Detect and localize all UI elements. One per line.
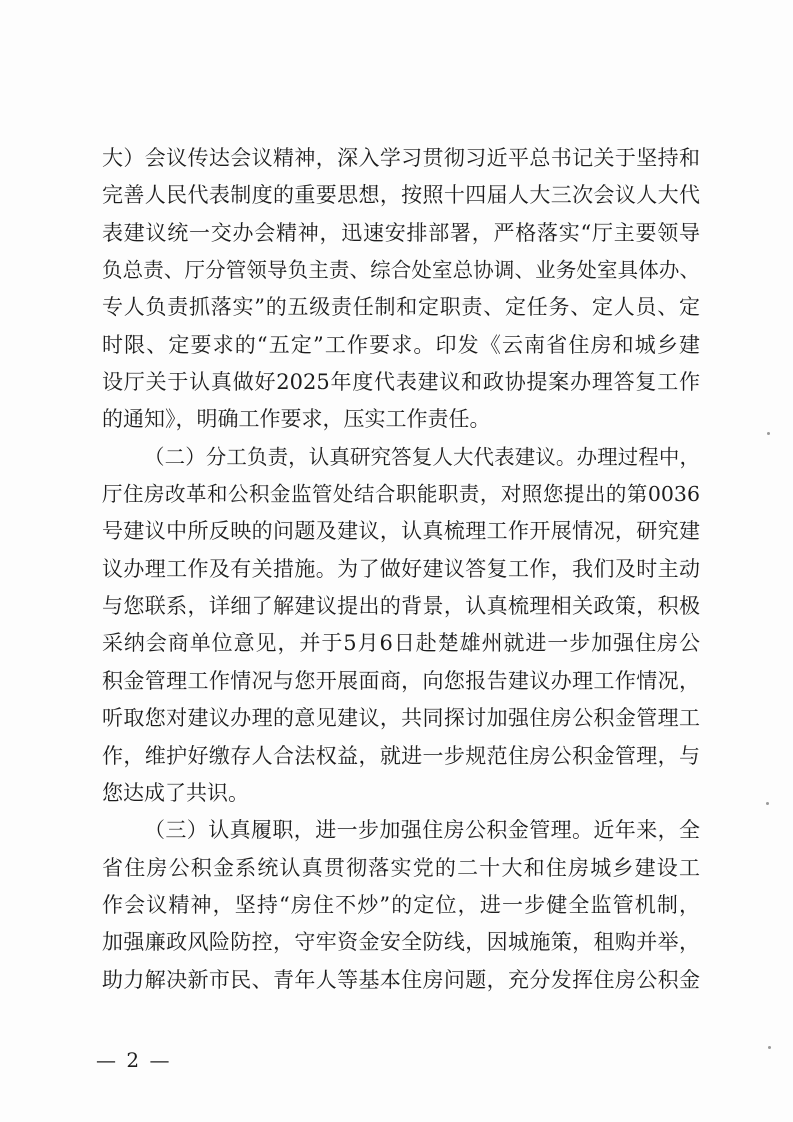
text-line: 作，维护好缴存人合法权益，就进一步规范住房公积金管理，与 xyxy=(102,743,700,768)
paragraph-section-2 xyxy=(102,439,700,812)
text-line: 与您联系，详细了解建议提出的背景，认真梳理相关政策，积极 xyxy=(102,594,700,619)
text-line: 的通知》，明确工作要求，压实工作责任。 xyxy=(102,407,491,432)
scan-speck xyxy=(766,802,769,805)
text-line: 负总责、厅分管领导负主责、综合处室总协调、业务处室具体办、 xyxy=(102,258,700,283)
scan-speck xyxy=(768,1046,771,1049)
text-line: 省住房公积金系统认真贯彻落实党的二十大和住房城乡建设工 xyxy=(102,855,700,880)
text-line: 设厅关于认真做好2025年度代表建议和政协提案办理答复工作 xyxy=(102,370,700,395)
text-line: 号建议中所反映的问题及建议，认真梳理工作开展情况，研究建 xyxy=(102,519,700,544)
text-line: （二）分工负责，认真研究答复人大代表建议。办理过程中， xyxy=(144,444,700,469)
paragraph-section-3 xyxy=(102,812,700,999)
text-line: 助力解决新市民、青年人等基本住房问题，充分发挥住房公积金 xyxy=(102,967,700,992)
text-line: 大）会议传达会议精神，深入学习贯彻习近平总书记关于坚持和 xyxy=(102,146,700,170)
text-line: （三）认真履职，进一步加强住房公积金管理。近年来，全 xyxy=(144,818,700,843)
page-number: — 2 — xyxy=(96,1048,172,1072)
text-line: 您达成了共识。 xyxy=(102,780,249,805)
text-line: 采纳会商单位意见，并于5月6日赴楚雄州就进一步加强住房公 xyxy=(102,631,700,656)
text-line: 表建议统一交办会精神，迅速安排部署，严格落实“厅主要领导 xyxy=(102,220,700,245)
paragraph-continuation xyxy=(102,140,700,439)
text-line: 作会议精神，坚持“房住不炒”的定位，进一步健全监管机制， xyxy=(102,892,700,917)
text-line: 专人负责抓落实”的五级责任制和定职责、定任务、定人员、定 xyxy=(102,295,700,320)
text-line: 完善人民代表制度的重要思想，按照十四届人大三次会议人大代 xyxy=(102,183,700,208)
text-line: 听取您对建议办理的意见建议，共同探讨加强住房公积金管理工 xyxy=(102,706,700,731)
scan-speck xyxy=(767,432,770,435)
text-line: 时限、定要求的“五定”工作要求。印发《云南省住房和城乡建 xyxy=(102,332,700,357)
text-line: 加强廉政风险防控，守牢资金安全防线，因城施策，租购并举， xyxy=(102,930,700,955)
text-line: 议办理工作及有关措施。为了做好建议答复工作，我们及时主动 xyxy=(102,556,700,581)
text-line: 厅住房改革和公积金监管处结合职能职责，对照您提出的第0036 xyxy=(102,482,700,507)
document-body xyxy=(102,140,700,999)
text-line: 积金管理工作情况与您开展面商，向您报告建议办理工作情况， xyxy=(102,668,700,693)
